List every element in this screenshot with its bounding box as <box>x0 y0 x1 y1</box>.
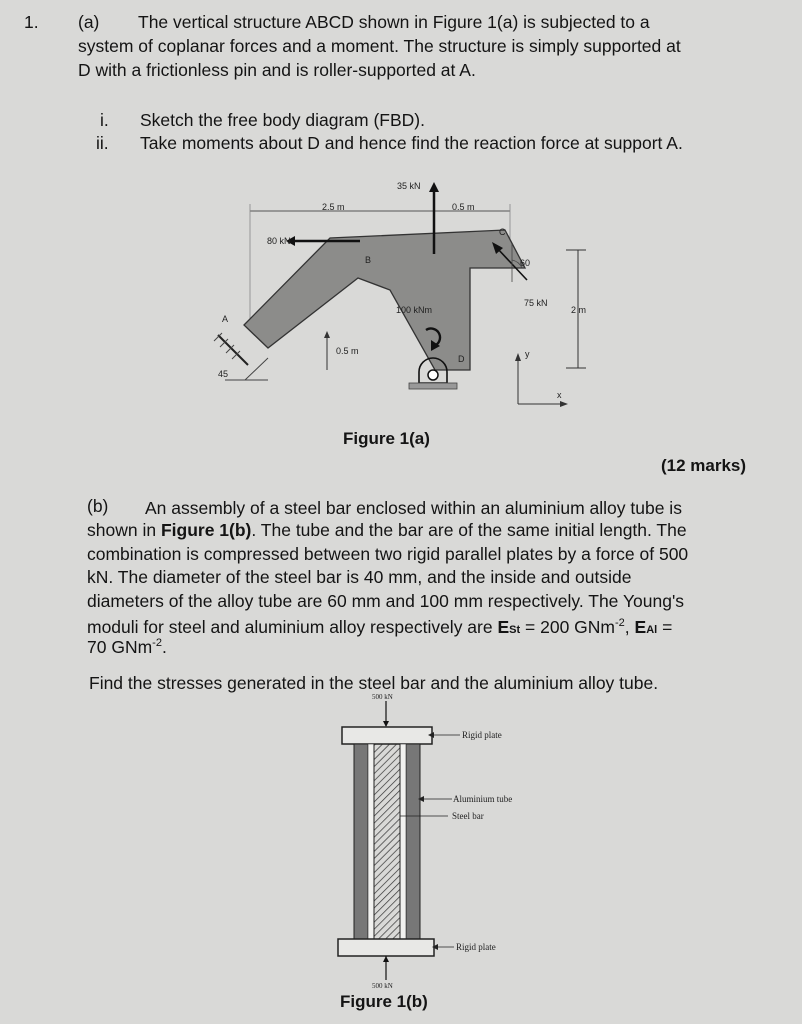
moment-label: 100 kNm <box>396 305 433 315</box>
point-c-label: C <box>499 227 506 237</box>
load-top-label: 35 kN <box>397 181 421 191</box>
figure-1b-diagram <box>330 690 560 990</box>
item-i-text: Sketch the free body diagram (FBD). <box>140 110 425 130</box>
load-arrow-bottom-head <box>383 956 389 962</box>
part-a-line-2: system of coplanar forces and a moment. The structure is simply supported at <box>78 36 681 56</box>
rigid-plate-top <box>342 727 432 744</box>
tube-gap-left <box>368 744 374 939</box>
steel-bar <box>374 744 400 939</box>
part-b-line-4: kN. The diameter of the steel bar is 40 mm, and the inside and outside <box>87 567 632 587</box>
aluminium-tube-right-wall <box>406 744 420 939</box>
rigid-plate-bottom <box>338 939 434 956</box>
axis-y-arrow <box>515 353 521 361</box>
part-b-line-5: diameters of the alloy tube are 60 mm and 100 mm respectively. The Young's <box>87 591 685 611</box>
part-b-line-2 <box>87 520 687 541</box>
figure-1b-caption: Figure 1(b) <box>340 992 428 1011</box>
angle-c-label: 60 <box>520 258 531 268</box>
part-b-line-6-text: moduli for steel and aluminium alloy respectively are <box>87 616 493 637</box>
part-b-line-2-rest: The tube and the bar are of the same initial length. The <box>260 520 687 540</box>
point-a-label: A <box>222 314 229 324</box>
dim-right-label: 0.5 m <box>452 202 475 212</box>
dimension-offset-arrow <box>324 331 330 338</box>
dim-offset-label: 0.5 m <box>336 346 359 356</box>
item-ii-text: Take moments about D and hence find the reaction force at support A. <box>140 133 683 153</box>
force-left-label: 80 kN <box>267 236 291 246</box>
tube-gap-right <box>400 744 406 939</box>
figure-1a-diagram <box>200 170 620 415</box>
load-bottom-label-b: 500 kN <box>372 982 393 990</box>
est-symbol: ESt <box>497 616 521 637</box>
marks-label: (12 marks) <box>661 456 747 475</box>
axis-x-arrow <box>560 401 568 407</box>
point-d-label: D <box>458 354 465 364</box>
aluminium-tube-left-wall <box>354 744 368 939</box>
est-value: = 200 GNm <box>520 616 616 637</box>
part-b-line-3: combination is compressed between two rigid parallel plates by a force of 500 <box>87 544 689 564</box>
pin-support-d <box>428 370 438 380</box>
load-arrow-top-head <box>383 721 389 727</box>
part-b-line-2-dot: . <box>251 520 257 540</box>
part-b-line-7: 70 GNm$^{-2}$. <box>87 636 167 657</box>
dim-height-label: 2 m <box>571 305 587 315</box>
angle-a-label: 45 <box>218 369 229 379</box>
label-aluminium-tube: Aluminium tube <box>453 794 513 804</box>
figure-1b-reference: Figure 1(b) <box>160 520 252 540</box>
load-top-label-b: 500 kN <box>372 693 393 701</box>
structure-body <box>244 230 525 370</box>
part-b-label: (b) <box>87 496 109 516</box>
question-number: 1. <box>24 12 39 32</box>
est-exponent: -2 <box>615 617 625 629</box>
force-right-label: 75 kN <box>524 298 548 308</box>
dim-left-label: 2.5 m <box>322 202 345 212</box>
angle-incline-a <box>245 358 268 380</box>
label-steel-bar: Steel bar <box>452 811 484 821</box>
part-a-line-1: The vertical structure ABCD shown in Figure 1(a) is subjected to a <box>138 12 650 32</box>
part-b-line-2-prefix: shown in <box>87 520 157 540</box>
item-ii-number: ii. <box>96 133 109 153</box>
part-b-line-6: moduli for steel and aluminium alloy respectively are ESt = 200 GNm$^{-2}$, EAl = <box>87 616 673 637</box>
item-i-number: i. <box>100 110 109 130</box>
axis-x-label: x <box>557 390 562 400</box>
pin-support-ground <box>409 383 457 389</box>
part-b-line-1: An assembly of a steel bar enclosed within an aluminium alloy tube is <box>145 498 682 518</box>
figure-1a-caption: Figure 1(a) <box>343 429 430 448</box>
load-arrow-35kn-head <box>429 182 439 192</box>
part-a-label: (a) <box>78 12 100 32</box>
part-b-task: Find the stresses generated in the steel bar and the aluminium alloy tube. <box>89 673 659 693</box>
label-rigid-plate-bottom: Rigid plate <box>456 942 496 952</box>
point-b-label: B <box>365 255 372 265</box>
label-rigid-plate-top: Rigid plate <box>462 730 502 740</box>
axis-y-label: y <box>525 349 530 359</box>
roller-support-a <box>218 335 248 365</box>
part-a-line-3: D with a frictionless pin and is roller-supported at A. <box>78 60 476 80</box>
eal-equals: = <box>657 616 673 637</box>
eal-symbol: EAl <box>634 616 658 637</box>
